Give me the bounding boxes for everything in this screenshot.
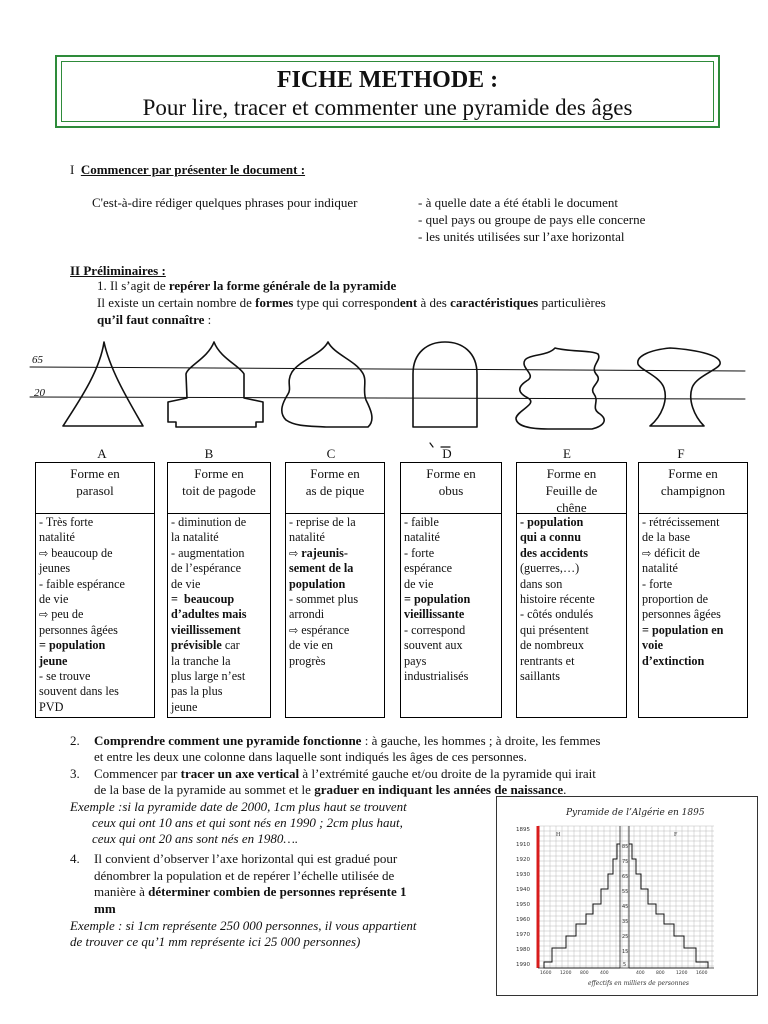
item-number: 3. — [70, 766, 80, 781]
pyramid-shapes-sketch — [0, 330, 768, 460]
text-run: manière à — [94, 884, 149, 899]
pyramid-image-title: Pyramide de l’Algérie en 1895 — [566, 808, 705, 818]
shape-name-line: Forme en — [310, 466, 360, 481]
shape-box-b-description: - diminution de la natalité - augmentation de l’espérance de vie = beaucoup d’adultes mais vieillissement prévisible car la tranche la plus large n’est pas la plus jeune — [167, 513, 271, 718]
year-label: 1930 — [516, 872, 530, 878]
text-run: Il convient d’observer l’axe horizontal qui est gradué pour — [94, 851, 398, 866]
desc-line: jeune — [171, 699, 198, 714]
shape-box-c-title — [285, 462, 385, 514]
shape-box-d-description — [400, 513, 502, 718]
desc-line: jeunes — [39, 561, 71, 576]
page-title: FICHE METHODE : — [276, 67, 499, 93]
text-run-bold: déterminer combien de personnes représente 1 — [148, 884, 407, 899]
age-label: 45 — [622, 904, 629, 910]
desc-line: - diminution de — [171, 515, 247, 529]
desc-line: rajeunis- — [301, 545, 348, 560]
text-run-bold: graduer en indiquant les années de naissance — [314, 782, 564, 797]
x-tick: 800 — [580, 971, 589, 976]
desc-line: - forte — [404, 545, 435, 560]
desc-line: souvent dans les — [39, 684, 119, 699]
item2-rest: : à gauche, les hommes ; à droite, les femmes — [361, 733, 601, 748]
shape-box-c-description — [285, 513, 385, 718]
desc-line: vieillissante — [404, 607, 465, 622]
desc-line: = population — [404, 592, 471, 607]
section2-heading: II Préliminaires : — [70, 263, 166, 278]
desc-line: - population — [520, 515, 584, 529]
text-run: Commencer par — [94, 766, 181, 781]
shape-letter-f: F — [677, 446, 685, 461]
title-box — [55, 55, 720, 128]
shape-name-line: Feuille de — [545, 483, 598, 498]
year-label: 1980 — [516, 947, 530, 953]
shape-box-f-description — [638, 513, 748, 718]
desc-line: pas la plus — [171, 684, 223, 699]
section1-bullet: - quel pays ou groupe de pays elle concerne — [418, 212, 646, 227]
shape-box-a-title — [35, 462, 155, 514]
text-run: Il existe un certain nombre de — [97, 295, 256, 310]
desc-line: car — [221, 638, 240, 653]
desc-line: d’extinction — [642, 653, 705, 668]
desc-line: = population — [39, 638, 106, 653]
desc-line: de vie en — [289, 638, 333, 653]
text-run-bold: qu’il faut connaître — [97, 312, 205, 327]
text-run: type qui correspond — [293, 295, 400, 310]
desc-line: - correspond — [404, 622, 466, 637]
text-run: . — [563, 782, 567, 797]
desc-line: qui présentent — [520, 622, 589, 637]
section2-item1-bold: repérer la forme générale de la pyramide — [168, 278, 397, 293]
desc-line: - sommet plus — [289, 592, 359, 607]
example-line: de trouver ce qu’1 mm représente ici 25 000 personnes) — [70, 934, 361, 949]
shape-name-line: Forme en — [194, 466, 244, 481]
desc-line: jeune — [39, 653, 68, 668]
shape-b-pagode — [168, 342, 263, 427]
desc-line: - se trouve — [39, 669, 91, 684]
desc-line: des accidents — [520, 545, 589, 560]
shape-letter-d: D — [442, 446, 452, 461]
section1-bullet: - à quelle date a été établi le document — [418, 195, 618, 210]
shape-letter-e: E — [563, 446, 571, 461]
desc-line: - côtés ondulés — [520, 607, 594, 622]
text-run-bold: formes — [255, 295, 294, 310]
example-line: Exemple : si 1cm représente 250 000 personnes, il vous appartient — [70, 918, 417, 933]
text-run: dénombrer la population et de repérer l’échelle utilisée de — [94, 867, 395, 883]
desc-line: arrondi — [289, 607, 325, 622]
desc-line: (guerres,…) — [520, 561, 580, 576]
year-label: 1920 — [516, 857, 530, 863]
desc-line: sement de la — [289, 561, 354, 576]
shape-letter-c: C — [326, 446, 336, 461]
desc-line: - Très forte — [39, 515, 94, 529]
age-label: 55 — [622, 889, 629, 895]
shape-name-line: obus — [438, 483, 464, 498]
example-line: ceux qui ont 20 ans sont nés en 1980…. — [92, 831, 299, 846]
desc-line: natalité — [642, 561, 678, 576]
section1-number: I — [70, 162, 75, 177]
x-tick: 800 — [656, 971, 665, 976]
desc-line: - reprise de la — [289, 515, 356, 529]
x-tick: 1200 — [676, 971, 688, 976]
desc-line: de vie — [39, 592, 69, 607]
desc-line: - augmentation — [171, 545, 245, 560]
text-run-bold: ent — [399, 295, 418, 310]
desc-line: histoire récente — [520, 592, 595, 607]
age-label: 75 — [622, 859, 629, 865]
desc-line: de la base — [642, 530, 691, 545]
text-run-bold: mm — [94, 900, 116, 916]
desc-line: la tranche la — [171, 653, 231, 668]
title-inner-border — [61, 61, 714, 122]
desc-line: dans son — [520, 576, 563, 591]
shape-f-champignon — [638, 348, 720, 426]
desc-line: de vie — [171, 576, 201, 591]
age-label: 25 — [622, 934, 629, 940]
label-men: H — [556, 832, 561, 838]
desc-line: natalité — [404, 530, 440, 545]
x-tick: 400 — [636, 971, 645, 976]
shape-name-line: Forme en — [546, 466, 597, 481]
text-run-bold: tracer un axe vertical — [180, 766, 300, 781]
desc-line: natalité — [39, 530, 75, 545]
text-run: particulières — [538, 295, 606, 310]
desc-line: - rétrécissement — [642, 515, 720, 529]
shape-name-line: chêne — [556, 500, 587, 515]
desc-line: de nombreux — [520, 638, 584, 653]
section1-bullet: - les unités utilisées sur l’axe horizontal — [418, 229, 625, 244]
label-women: F — [674, 832, 678, 838]
section2-item1 — [97, 277, 396, 294]
shape-name-line: Forme en — [426, 466, 476, 481]
arrow-icon: ⇨ — [289, 546, 299, 560]
x-tick: 400 — [600, 971, 609, 976]
desc-line: natalité — [289, 530, 325, 545]
year-label: 1940 — [516, 887, 530, 893]
year-label: 1950 — [516, 902, 530, 908]
shape-e-chene — [516, 348, 604, 429]
desc-line: la natalité — [171, 530, 219, 545]
shape-letter-b: B — [204, 446, 214, 461]
example-line: Exemple :si la pyramide date de 2000, 1cm plus haut se trouvent — [70, 799, 407, 814]
desc-line: vieillissement — [171, 622, 241, 637]
desc-line: saillants — [520, 669, 560, 684]
age-labels — [622, 844, 628, 968]
year-label: 1895 — [516, 827, 530, 833]
year-label: 1990 — [516, 962, 530, 968]
shape-box-d-title — [400, 462, 502, 514]
shape-letter-a: A — [97, 446, 107, 461]
section1-intro: C'est-à-dire rédiger quelques phrases pour indiquer — [92, 195, 358, 210]
shape-name-line: champignon — [660, 483, 726, 498]
x-tick: 1600 — [696, 971, 708, 976]
text-run: : — [204, 312, 212, 327]
desc-line: pays — [404, 653, 427, 668]
desc-line: proportion de — [642, 592, 709, 607]
arrow-icon: ⇨ — [39, 608, 49, 622]
example1 — [70, 799, 407, 847]
item-number: 2. — [70, 733, 80, 748]
item2 — [70, 733, 710, 749]
shape-box-e-title — [516, 462, 627, 514]
desc-line: peu de — [51, 607, 84, 622]
arrow-icon: ⇨ — [289, 623, 299, 637]
example2 — [70, 918, 416, 950]
arrow-icon: ⇨ — [39, 546, 49, 560]
desc-line: beaucoup de — [51, 545, 113, 560]
desc-line: - faible — [404, 515, 439, 529]
desc-line: espérance — [404, 561, 453, 576]
item2-bold: Comprendre comment une pyramide fonctionne — [94, 733, 362, 748]
desc-line: souvent aux — [404, 638, 463, 653]
text-run-bold: caractéristiques — [450, 295, 539, 310]
section2-item1-prefix: 1. Il s’agit de — [97, 278, 169, 293]
age-label: 5 — [623, 962, 627, 968]
algeria-pyramid-image — [496, 796, 758, 996]
desc-line: de vie — [404, 576, 434, 591]
shape-box-b-title — [167, 462, 271, 514]
x-tick: 1600 — [540, 971, 552, 976]
desc-line: voie — [642, 638, 663, 653]
item4 — [70, 851, 490, 917]
age-label: 35 — [622, 919, 629, 925]
x-axis-caption: effectifs en milliers de personnes — [588, 980, 689, 987]
text-run: de la base de la pyramide au sommet et le — [94, 782, 315, 797]
example-line: ceux qui ont 10 ans et qui sont nés en 1990 ; 2cm plus haut, — [92, 815, 403, 830]
page-subtitle: Pour lire, tracer et commenter une pyramide des âges — [142, 95, 633, 120]
item2-line2: et entre les deux une colonne dans laquelle sont indiqués les âges de ces personnes. — [94, 749, 527, 764]
desc-line: beaucoup — [184, 592, 235, 607]
desc-line: plus large n’est — [171, 669, 246, 684]
desc-line: progrès — [289, 653, 326, 668]
x-tick: 1200 — [560, 971, 572, 976]
desc-line: rentrants et — [520, 653, 575, 668]
year-label: 1960 — [516, 917, 530, 923]
shape-name-line: Forme en — [70, 466, 120, 481]
guide-lines — [30, 367, 745, 399]
item-number: 4. — [70, 851, 80, 866]
desc-line: - faible espérance — [39, 576, 125, 591]
sketch-label-65: 65 — [32, 354, 43, 366]
shape-d-obus — [413, 342, 477, 427]
year-label: 1910 — [516, 842, 530, 848]
text-run: à des — [417, 295, 451, 310]
shape-name-line: toit de pagode — [182, 483, 256, 498]
section1-heading-line — [70, 161, 305, 178]
section2-line3 — [97, 311, 211, 328]
age-label: 15 — [622, 949, 629, 955]
desc-line: personnes âgées — [642, 607, 721, 622]
desc-line: d’adultes mais — [171, 607, 247, 622]
sketch-label-20: 20 — [34, 387, 45, 399]
desc-line: personnes âgées — [39, 622, 118, 637]
shape-box-e-description — [516, 513, 627, 718]
arrow-icon: ⇨ — [642, 546, 652, 560]
shape-name-line: parasol — [76, 483, 114, 498]
section1-heading: Commencer par présenter le document : — [80, 162, 306, 177]
desc-line: - forte — [642, 576, 673, 591]
desc-line: de l’espérance — [171, 561, 242, 576]
shape-box-a-description — [35, 513, 155, 718]
desc-line: déficit de — [654, 545, 700, 560]
desc-line: espérance — [301, 622, 350, 637]
desc-line: prévisible — [171, 638, 222, 653]
desc-line: qui a connu — [520, 530, 581, 545]
text-run: à l’extrémité gauche et/ou droite de la pyramide qui irait — [299, 766, 596, 781]
shape-name-line: Forme en — [668, 466, 718, 481]
shape-a-parasol — [63, 342, 143, 426]
year-label: 1970 — [516, 932, 530, 938]
shape-c-pique — [282, 342, 372, 427]
desc-line: PVD — [39, 699, 64, 714]
age-label: 65 — [622, 874, 629, 880]
section2-line2 — [97, 294, 606, 311]
shape-name-line: as de pique — [305, 483, 365, 498]
shape-box-f-title — [638, 462, 748, 514]
desc-line: industrialisés — [404, 669, 469, 684]
desc-line: population — [289, 576, 346, 591]
desc-line: = population en — [642, 622, 724, 637]
item3 — [70, 766, 710, 782]
age-label: 85 — [622, 844, 629, 850]
